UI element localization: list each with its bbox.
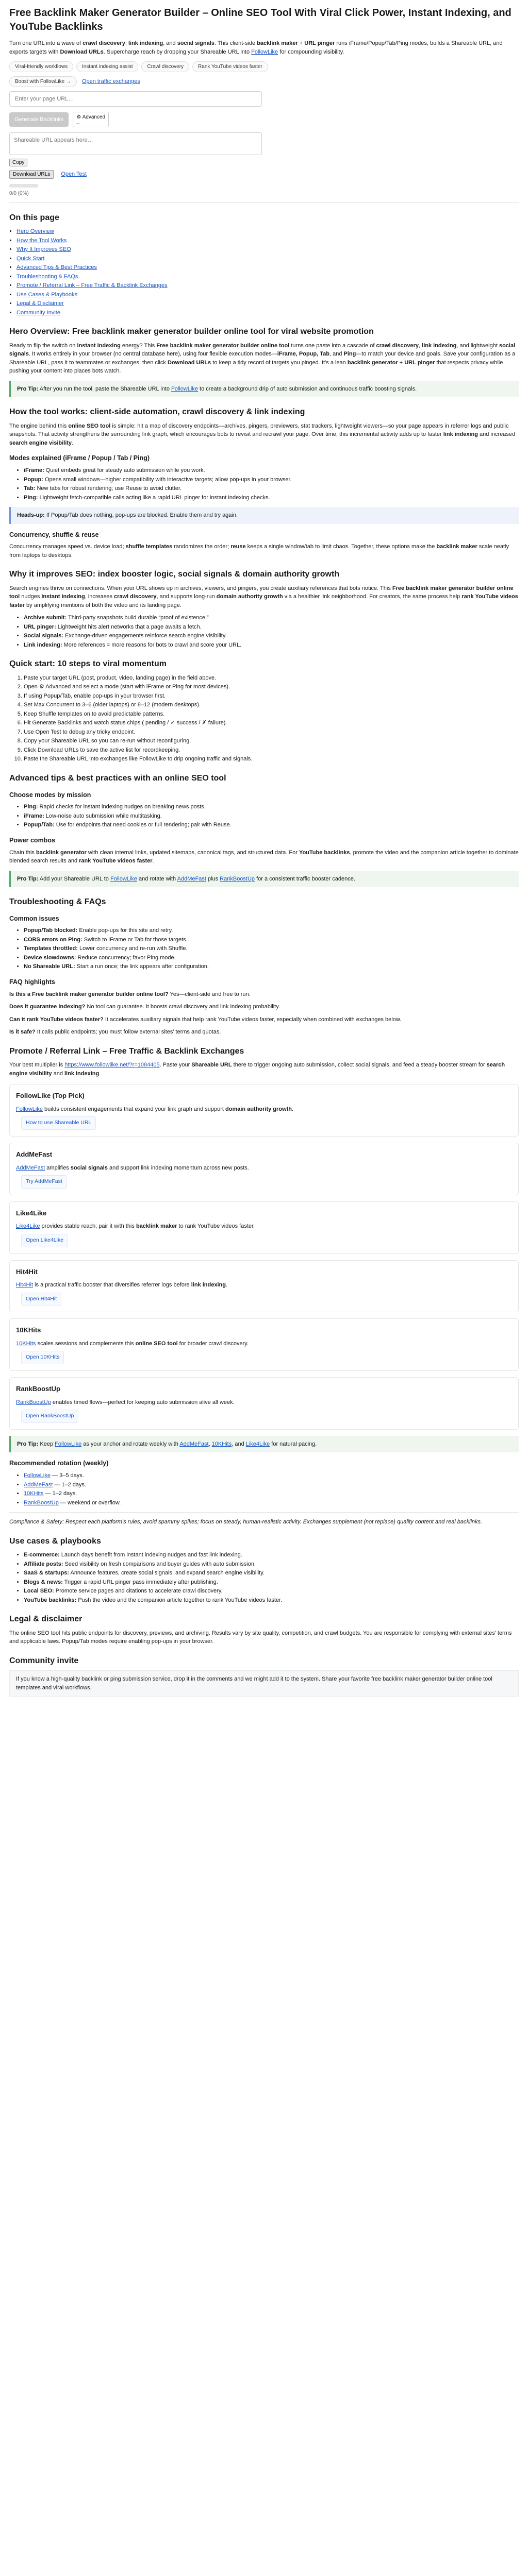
concurrency-paragraph: Concurrency manages speed vs. device load; shuffle templates randomizes the order; reuse keeps a single window/tab to limit chaos. Together, these options make the backlink maker scale neatly from laptops to desktops. — [9, 544, 509, 558]
faq-item: Is it safe? It calls public endpoints; you must follow external sites’ terms and quotas. — [9, 1029, 221, 1036]
card-cta-button[interactable]: Open 10KHits — [21, 1351, 64, 1364]
advanced-pro-tip: Pro Tip: Add your Shareable URL to FollowLike and rotate with AddMeFast plus RankBoostUp for a consistent traffic booster cadence. — [9, 871, 519, 888]
list-item: • Popup/Tab blocked: Enable pop-ups for this site and retry. — [24, 926, 519, 935]
list-item: 5. Keep Shuffle templates on to avoid predictable patterns. — [24, 710, 519, 719]
list-item: 1. Paste your target URL (post, product, video, landing page) in the field above. — [24, 674, 519, 683]
addmefast-link[interactable]: AddMeFast — [179, 1440, 209, 1447]
choose-list — [9, 803, 519, 829]
hero-paragraph: Ready to flip the switch on instant indexing energy? This Free backlink maker generator builder online tool turns one paste into a cascade of crawl discovery, link indexing, and lightweight social signals. It works entirely in your browser (no central database here), using four flexible execution modes—iFrame, Popup, Tab, and Ping—to match your device and goals. Save your configuration as a Shareable URL, pass it to teammates or exchanges, then click Download URLs to keep a tidy record of targets you pinged. It’s a lean backlink generator + URL pinger that respects privacy while pushing your content into places bots watch. — [9, 342, 516, 375]
gear-icon: ⚙ — [76, 114, 81, 120]
faq-item: Does it guarantee indexing? No tool can guarantee. It boosts crawl discovery and link indexing probability. — [9, 1004, 280, 1010]
list-item: • 10KHits — 1–2 days. — [24, 1489, 519, 1498]
card-cta-button[interactable]: Try AddMeFast — [21, 1175, 67, 1189]
list-item: • No Shareable URL: Start a run once; the link appears after configuration. — [24, 962, 519, 971]
addmefast-link[interactable]: AddMeFast — [16, 1164, 45, 1171]
card-cta-button[interactable]: How to use Shareable URL — [21, 1116, 96, 1130]
addmefast-link[interactable]: AddMeFast — [24, 1481, 53, 1488]
followlike-link[interactable]: FollowLike — [55, 1440, 82, 1447]
open-test-link[interactable]: Open Test — [61, 171, 87, 177]
card-title: Hit4Hit — [16, 1267, 38, 1276]
followlike-link[interactable]: FollowLike — [24, 1472, 51, 1479]
toc-item-advanced[interactable]: Advanced Tips & Best Practices — [16, 264, 97, 271]
usecases-heading: Use cases & playbooks — [9, 1536, 101, 1546]
10khits-link[interactable]: 10KHits — [211, 1440, 232, 1447]
mode-select-sub: – — [76, 121, 79, 126]
card-text: AddMeFast amplifies social signals and support link indexing momentum across new posts. — [16, 1164, 249, 1171]
chip-crawl: Crawl discovery — [141, 61, 189, 72]
card-cta-button[interactable]: Open RankBoostUp — [21, 1410, 78, 1423]
toc-item-community[interactable]: Community Invite — [16, 309, 60, 316]
exchange-card-hit4hit — [9, 1260, 519, 1313]
issues-list — [9, 926, 519, 971]
list-item: • Templates throttled: Lower concurrency and re-run with Shuffle. — [24, 944, 519, 953]
why-paragraph: Search engines thrive on connections. When your URL shows up in archives, viewers, and pingers, you create auxiliary references that bots notice. This Free backlink maker generator builder online tool nudges instant indexing, increases crawl discovery, and supports long-run domain authority growth via a healthier link neighborhood. For creators, the same process help rank YouTube videos faster by amplifying mentions of both the video and its landing page. — [9, 585, 518, 608]
faq-item: Can it rank YouTube videos faster? It accelerates auxiliary signals that help rank YouTube videos faster, especially when combined with exchanges below. — [9, 1016, 402, 1023]
list-item: 8. Copy your Shareable URL so you can re-run without reconfiguring. — [24, 737, 519, 745]
toc-item-legal[interactable]: Legal & Disclaimer — [16, 300, 64, 307]
copy-button[interactable]: Copy — [9, 159, 27, 166]
toc-item-why[interactable]: Why It Improves SEO — [16, 246, 71, 253]
toc-item-how[interactable]: How the Tool Works — [16, 237, 67, 244]
list-item: • E-commerce: Launch days benefit from instant indexing nudges and fast link indexing. — [24, 1551, 519, 1560]
card-cta-button[interactable]: Open Like4Like — [21, 1234, 68, 1247]
list-item: • URL pinger: Lightweight hits alert networks that a page awaits a fetch. — [24, 623, 519, 632]
tool-controls — [9, 112, 519, 127]
exchange-card-addmefast — [9, 1143, 519, 1195]
how-paragraph: The engine behind this online SEO tool is simple: hit a map of discovery endpoints—archives, pingers, previewers, stat trackers, lightweight viewers—so your page appears in referrer logs and public snapshots. That activity strengthens the surrounding link graph, which encourages bots to revisit and recrawl your page. Over time, this incremental activity adds up to faster link indexing and increased search engine visibility. — [9, 422, 516, 446]
faq-heading: FAQ highlights — [9, 978, 55, 986]
progress-label: 0/0 (0%) — [9, 190, 29, 196]
usecases-list — [9, 1551, 519, 1604]
list-item: • Link indexing: More references = more reasons for bots to crawl and score your URL. — [24, 641, 519, 650]
why-list — [9, 614, 519, 649]
shareable-url-output[interactable]: Shareable URL appears here… — [9, 132, 262, 155]
list-item: • RankBoostUp — weekend or overflow. — [24, 1499, 519, 1507]
modes-heading: Modes explained (iFrame / Popup / Tab / Ping) — [9, 454, 150, 462]
10khits-link[interactable]: 10KHits — [24, 1490, 44, 1497]
modes-list — [9, 466, 519, 502]
community-heading: Community invite — [9, 1656, 79, 1665]
promote-intro: Your best multiplier is https://www.followlike.net/?r=1084405. Paste your Shareable URL there to trigger ongoing auto submission, collect social signals, and feed a steady booster stream for search engine visibility and link indexing. — [9, 1062, 505, 1077]
legal-text: The online SEO tool hits public endpoints for discovery, previews, and archiving. Results vary by site quality, competition, and crawl budgets. You are responsible for complying with external sites’ terms and applicable laws. Popup/Tab modes require enabling pop-ups in your browser. — [9, 1630, 512, 1645]
list-item: • AddMeFast — 1–2 days. — [24, 1481, 519, 1489]
list-item: 4. Set Max Concurrent to 3–6 (older laptops) or 8–12 (modern desktops). — [24, 701, 519, 709]
card-text: FollowLike builds consistent engagements that expand your link graph and support domain authority growth. — [16, 1106, 294, 1112]
card-text: Hit4Hit is a practical traffic booster that diversifies referrer logs before link indexing. — [16, 1282, 228, 1288]
download-row — [9, 170, 519, 179]
boost-row — [9, 76, 519, 87]
list-item: • Device slowdowns: Reduce concurrency; favor Ping mode. — [24, 954, 519, 962]
addmefast-link[interactable]: AddMeFast — [177, 875, 206, 882]
card-title: Like4Like — [16, 1209, 47, 1217]
exchange-card-followlike — [9, 1084, 519, 1137]
list-item: 10. Paste the Shareable URL into exchanges like FollowLike to drip ongoing traffic and signals. — [24, 755, 519, 764]
toc-item-promote[interactable]: Promote / Referral Link – Free Traffic & Backlink Exchanges — [16, 282, 168, 289]
list-item: • SaaS & startups: Announce features, create social signals, and expand search engine visibility. — [24, 1569, 519, 1578]
progress-bar — [9, 184, 38, 188]
followlike-link[interactable]: FollowLike — [16, 1106, 43, 1112]
divider — [9, 1512, 519, 1513]
toc-item-trouble[interactable]: Troubleshooting & FAQs — [16, 273, 78, 280]
list-item: • Ping: Rapid checks for instant indexing nudges on breaking news posts. — [24, 803, 519, 811]
combo-paragraph: Chain this backlink generator with clean internal links, updated sitemaps, canonical tags, and structured data. For YouTube backlinks, promote the video and the companion article together to dominate blended search results and rank YouTube videos faster. — [9, 849, 519, 865]
divider — [9, 202, 519, 203]
card-text: Like4Like provides stable reach; pair it with this backlink maker to rank YouTube videos faster. — [16, 1223, 255, 1230]
combo-heading: Power combos — [9, 836, 55, 844]
card-text: 10KHits scales sessions and complements this online SEO tool for broader crawl discovery. — [16, 1340, 249, 1347]
toc-item-hero[interactable]: Hero Overview — [16, 228, 54, 235]
list-item: • iFrame: Low-noise auto submission while multitasking. — [24, 812, 519, 821]
list-item: • Popup/Tab: Use for endpoints that need cookies or full rendering; pair with Reuse. — [24, 821, 519, 829]
card-title: 10KHits — [16, 1326, 41, 1334]
page-title: Free Backlink Maker Generator Builder – Online SEO Tool With Viral Click Power, Instant Indexing, and YouTube Backlinks — [9, 7, 512, 32]
list-item: • CORS errors on Ping: Switch to iFrame or Tab for those targets. — [24, 936, 519, 944]
promote-pro-tip: Pro Tip: Keep FollowLike as your anchor and rotate weekly with AddMeFast, 10KHits, and Like4Like for natural pacing. — [9, 1436, 519, 1453]
list-item: 9. Click Download URLs to save the active list for recordkeeping. — [24, 746, 519, 755]
list-item: • Archive submit: Third-party snapshots build durable “proof of existence.” — [24, 614, 519, 622]
rotation-list — [9, 1471, 519, 1507]
hero-heading: Hero Overview: Free backlink maker generator builder online tool for viral website promotion — [9, 327, 374, 336]
list-item: • Ping: Lightweight fetch-compatible calls acting like a rapid URL pinger for instant indexing checks. — [24, 494, 519, 502]
rankboostup-link[interactable]: RankBoostUp — [16, 1399, 51, 1405]
rankboostup-link[interactable]: RankBoostUp — [24, 1499, 59, 1506]
card-cta-button[interactable]: Open Hit4Hit — [21, 1293, 61, 1306]
choose-heading: Choose modes by mission — [9, 791, 91, 799]
referral-link[interactable]: https://www.followlike.net/?r=1084405 — [64, 1062, 160, 1069]
followlike-link[interactable]: FollowLike — [251, 48, 278, 55]
10khits-link[interactable]: 10KHits — [16, 1340, 36, 1347]
quick-steps — [9, 674, 519, 764]
url-input[interactable] — [9, 91, 262, 107]
rotation-heading: Recommended rotation (weekly) — [9, 1460, 109, 1467]
list-item: • FollowLike — 3–5 days. — [24, 1471, 519, 1480]
hit4hit-link[interactable]: Hit4Hit — [16, 1282, 34, 1288]
toc-item-quick[interactable]: Quick Start — [16, 255, 45, 262]
common-issues-heading: Common issues — [9, 914, 59, 922]
card-title: AddMeFast — [16, 1150, 53, 1158]
like4like-link[interactable]: Like4Like — [245, 1440, 270, 1447]
mode-select-value: ⚙ Advanced — [76, 114, 106, 120]
list-item: • Popup: Opens small windows—higher compatibility with interactive targets; allow pop-ups in your browser. — [24, 476, 519, 484]
list-item: • Local SEO: Promote service pages and citations to accelerate crawl discovery. — [24, 1587, 519, 1596]
boost-chip[interactable]: Boost with FollowLike → — [9, 76, 77, 87]
headsup-callout: Heads-up: If Popup/Tab does nothing, pop-ups are blocked. Enable them and try again. — [9, 507, 519, 524]
followlike-link[interactable]: FollowLike — [171, 385, 198, 392]
list-item: • YouTube backlinks: Push the video and the companion article together to rank YouTube videos faster. — [24, 1596, 519, 1605]
how-heading: How the tool works: client-side automation, crawl discovery & link indexing — [9, 408, 305, 417]
list-item: • Social signals: Exchange-driven engagements reinforce search engine visibility. — [24, 632, 519, 640]
feature-chips — [9, 61, 519, 72]
list-item: 3. If using Popup/Tab, enable pop-ups in your browser first. — [24, 692, 519, 701]
community-text: If you know a high-quality backlink or ping submission service, drop it in the comments and we might add it to the system. Share your favorite free backlink maker generator builder online tool templates and viral workflows. — [9, 1670, 519, 1697]
list-item: 2. Open ⚙ Advanced and select a mode (start with iFrame or Ping for most devices). — [24, 683, 519, 691]
toc-list — [9, 227, 519, 317]
rankboostup-link[interactable]: RankBoostUp — [220, 875, 255, 882]
why-heading: Why it improves SEO: index booster logic, social signals & domain authority growth — [9, 570, 340, 579]
faq-item: Is this a Free backlink maker generator builder online tool? Yes—client-side and free to run. — [9, 991, 251, 997]
exchange-card-rankboostup — [9, 1377, 519, 1430]
list-item: • Tab: New tabs for robust rendering; use Reuse to avoid clutter. — [24, 484, 519, 493]
chip-indexing: Instant indexing assist — [76, 61, 138, 72]
chip-viral: Viral-friendly workflows — [9, 61, 73, 72]
generate-backlinks-button[interactable]: Generate Backlinks — [9, 112, 69, 127]
list-item: 7. Use Open Test to debug any tricky endpoint. — [24, 728, 519, 737]
concurrency-heading: Concurrency, shuffle & reuse — [9, 531, 99, 538]
card-title: RankBoostUp — [16, 1385, 60, 1393]
list-item: 6. Hit Generate Backlinks and watch status chips ( pending / ✓ success / ✗ failure). — [24, 719, 519, 727]
list-item: • iFrame: Quiet embeds great for steady auto submission while you work. — [24, 466, 519, 475]
exchange-card-10khits — [9, 1318, 519, 1371]
toc-item-usecases[interactable]: Use Cases & Playbooks — [16, 291, 77, 298]
legal-heading: Legal & disclaimer — [9, 1615, 82, 1624]
intro-paragraph: Turn one URL into a wave of crawl discovery, link indexing, and social signals. This client-side backlink maker + URL pinger runs iFrame/Popup/Tab/Ping modes, builds a Shareable URL, and exports targets with Download URLs. Supercharge reach by dropping your Shareable URL into FollowLike for compounding visibility. — [9, 40, 503, 55]
quick-heading: Quick start: 10 steps to viral momentum — [9, 659, 167, 669]
toc-heading: On this page — [9, 213, 59, 222]
chip-youtube: Rank YouTube videos faster — [192, 61, 268, 72]
advanced-heading: Advanced tips & best practices with an online SEO tool — [9, 773, 226, 783]
promote-heading: Promote / Referral Link – Free Traffic & Backlink Exchanges — [9, 1046, 244, 1056]
like4like-link[interactable]: Like4Like — [16, 1223, 40, 1230]
exchange-card-like4like — [9, 1201, 519, 1254]
download-urls-button[interactable]: Download URLs — [9, 170, 54, 179]
card-text: RankBoostUp enables timed flows—perfect for keeping auto submission alive all week. — [16, 1399, 235, 1405]
mode-select[interactable] — [73, 112, 109, 127]
trouble-heading: Troubleshooting & FAQs — [9, 897, 106, 907]
followlike-link[interactable]: FollowLike — [110, 875, 137, 882]
list-item: • Affiliate posts: Seed visibility on fresh comparisons and buyer guides with auto submission. — [24, 1560, 519, 1569]
card-title: FollowLike (Top Pick) — [16, 1092, 85, 1100]
traffic-exchanges-link[interactable]: Open traffic exchanges — [81, 78, 140, 85]
list-item: • Blogs & news: Trigger a rapid URL pinger pass immediately after publishing. — [24, 1578, 519, 1587]
compliance-note: Compliance & Safety: Respect each platform’s rules; avoid spammy spikes; focus on steady, human-realistic activity. Exchanges supplement (not replace) quality content and real backlinks. — [9, 1519, 483, 1525]
hero-pro-tip: Pro Tip: After you run the tool, paste the Shareable URL into FollowLike to create a background drip of auto submission and continuous traffic boosting signals. — [9, 381, 519, 398]
